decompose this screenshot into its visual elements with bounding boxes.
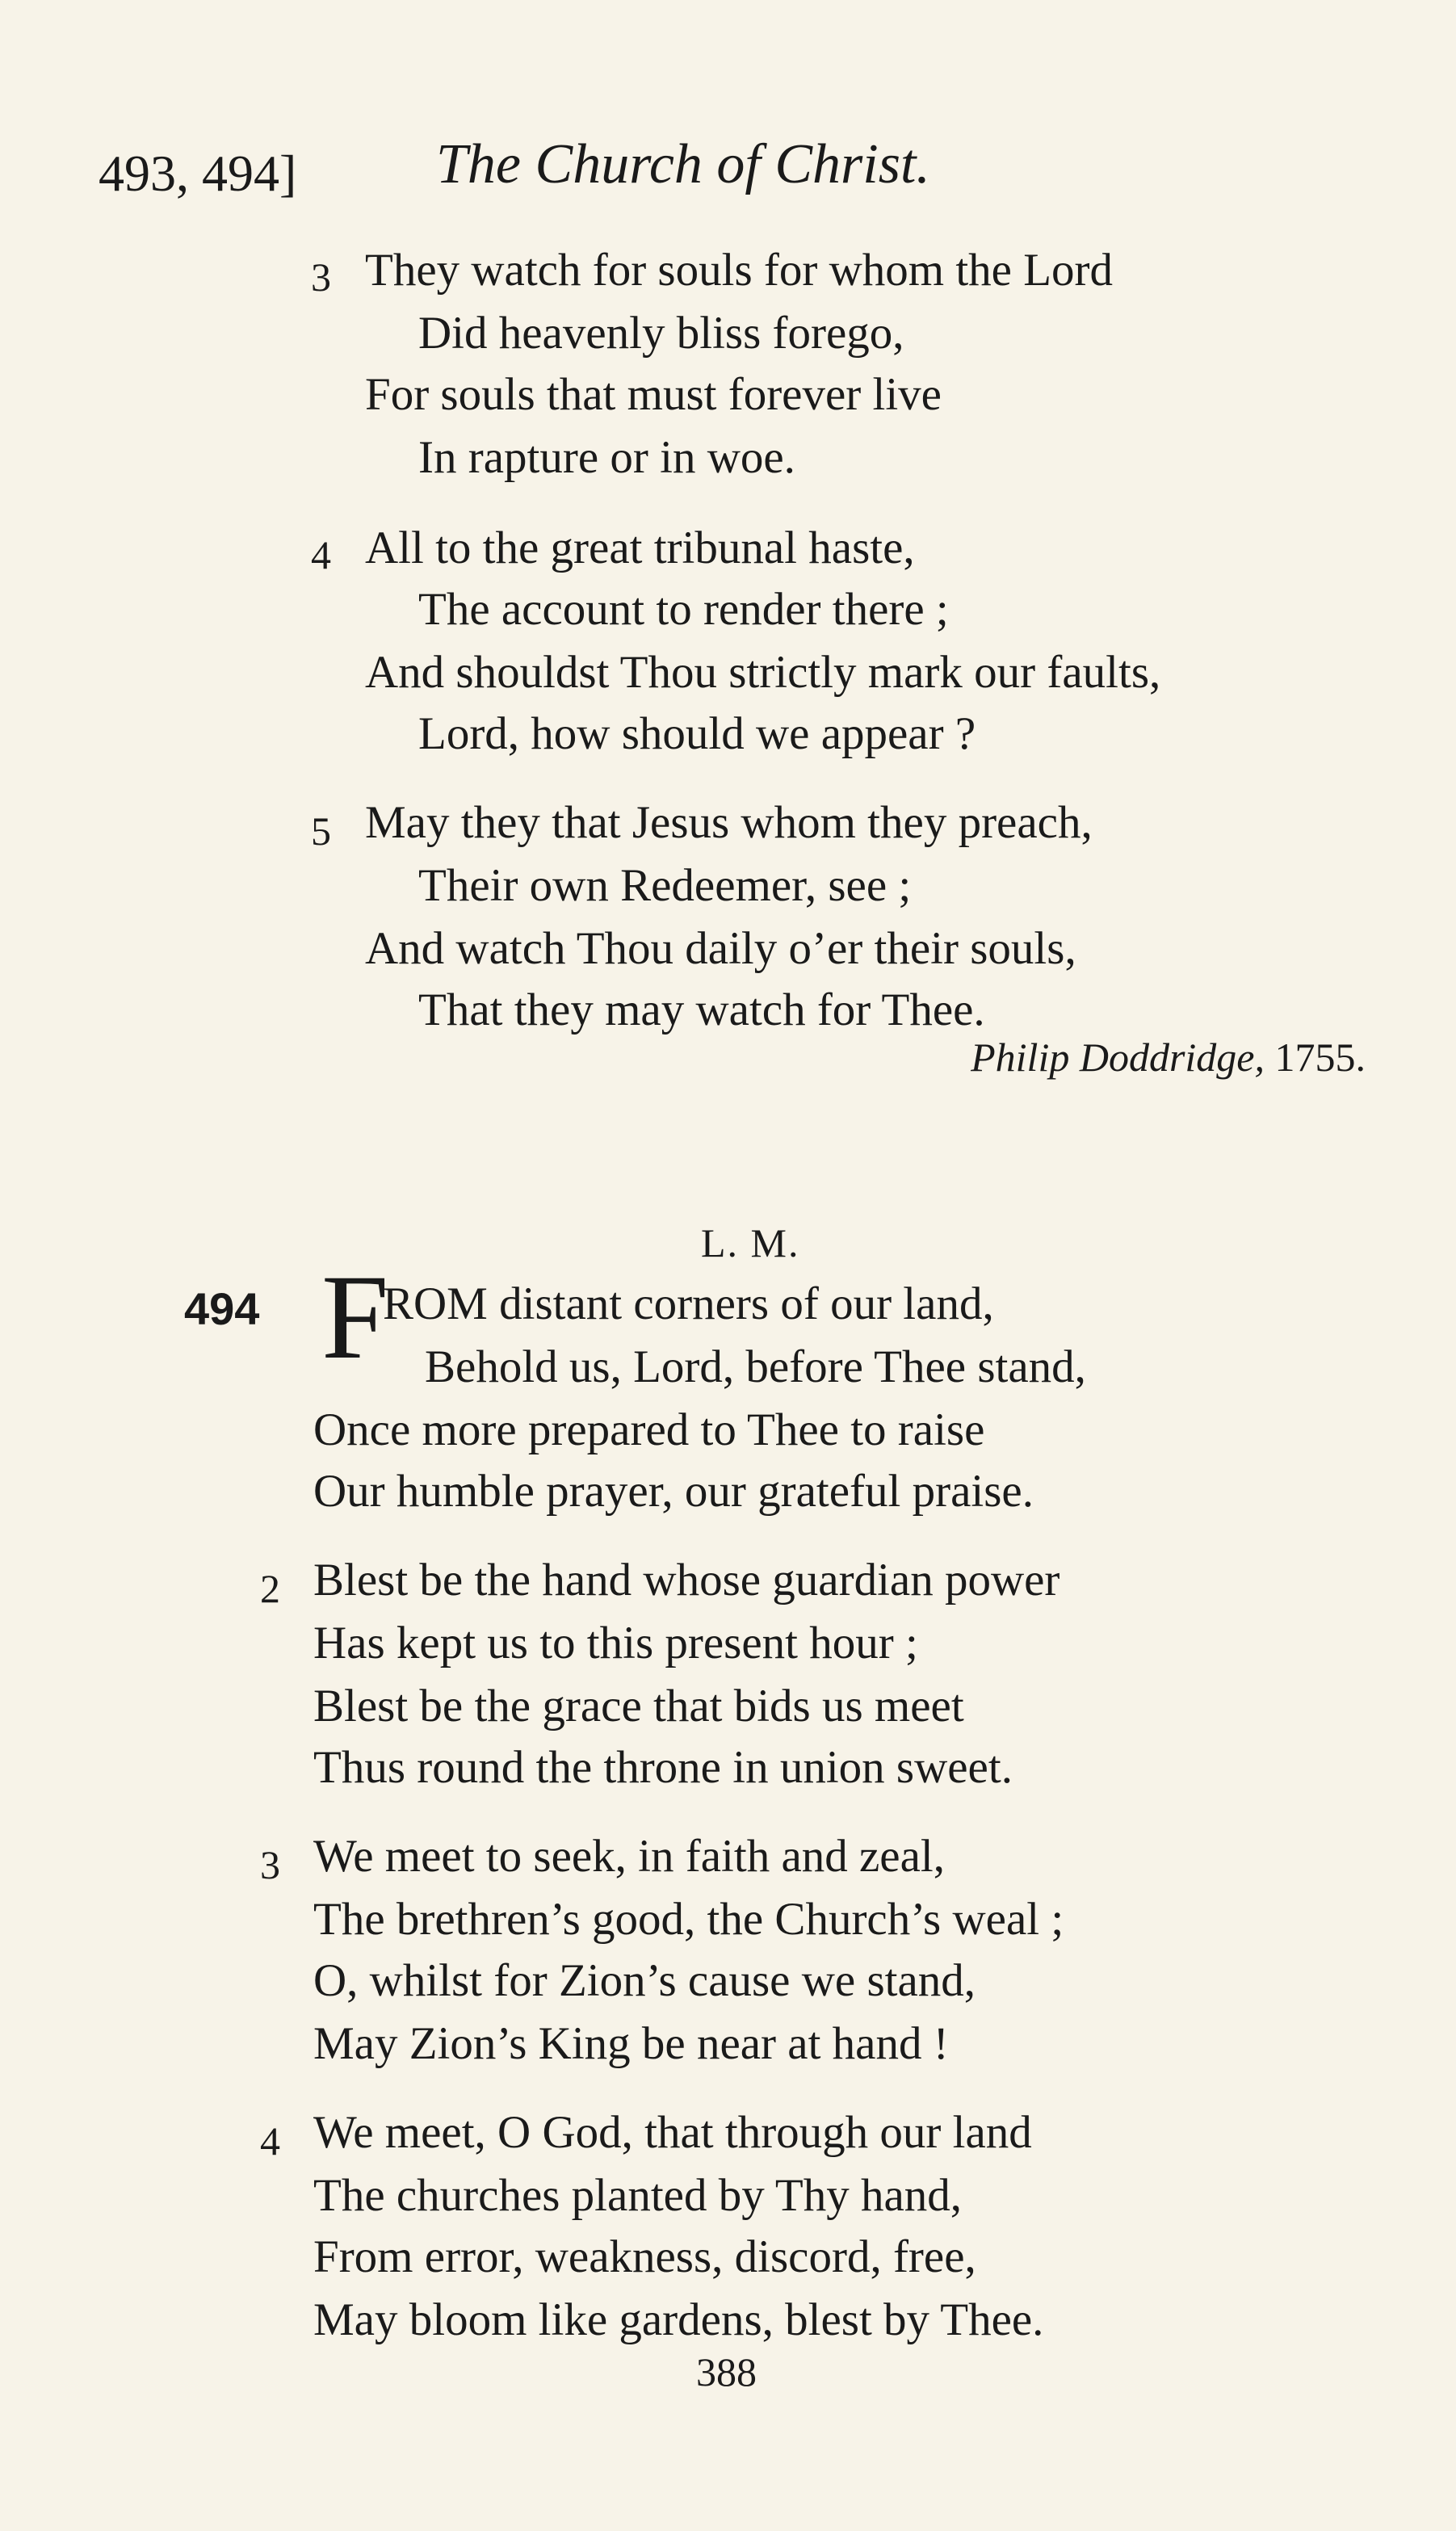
verse-line: Blest be the hand whose guardian power <box>313 1555 1060 1605</box>
stanza-number: 3 <box>311 254 331 300</box>
stanza-number: 4 <box>260 2118 280 2164</box>
meter-label: L. M. <box>701 1220 800 1266</box>
verse-line: The churches planted by Thy hand, <box>313 2170 963 2221</box>
verse-line: Our humble prayer, our grateful praise. <box>313 1466 1034 1517</box>
verse-line: We meet, O God, that through our land <box>313 2107 1032 2158</box>
stanza-number: 4 <box>311 532 331 577</box>
attribution <box>971 1034 1366 1081</box>
verse-line: Did heavenly bliss forego, <box>418 308 904 359</box>
verse-line: Has kept us to this present hour ; <box>313 1618 918 1668</box>
verse-line: All to the great tribunal haste, <box>365 523 915 573</box>
hymn-range: 493, 494] <box>99 145 297 202</box>
verse-line: And shouldst Thou strictly mark our faults, <box>365 647 1161 698</box>
verse-line: In rapture or in woe. <box>418 432 795 483</box>
author-name: Philip Doddridge, <box>971 1035 1265 1080</box>
stanza-number: 3 <box>260 1842 280 1887</box>
stanza-number: 2 <box>260 1566 280 1611</box>
verse-line: Thus round the throne in union sweet. <box>313 1742 1013 1793</box>
drop-cap: F <box>321 1250 389 1384</box>
verse-line: That they may watch for Thee. <box>418 984 985 1035</box>
verse-line: May Zion’s King be near at hand ! <box>313 2018 949 2069</box>
verse-line: For souls that must forever live <box>365 369 942 420</box>
verse-line: We meet to seek, in faith and zeal, <box>313 1831 945 1882</box>
verse-line: They watch for souls for whom the Lord <box>365 245 1114 296</box>
verse-line: Lord, how should we appear ? <box>418 708 976 759</box>
verse-line: May bloom like gardens, blest by Thee. <box>313 2294 1044 2345</box>
stanza-number: 5 <box>311 808 331 854</box>
year: 1755. <box>1274 1035 1366 1080</box>
verse-line: May they that Jesus whom they preach, <box>365 797 1093 848</box>
hymn-number: 494 <box>184 1283 260 1334</box>
verse-line: And watch Thou daily o’er their souls, <box>365 923 1076 974</box>
verse-line: Once more prepared to Thee to raise <box>313 1404 985 1455</box>
verse-line: O, whilst for Zion’s cause we stand, <box>313 1955 976 2006</box>
verse-line: From error, weakness, discord, free, <box>313 2231 976 2282</box>
page-number: 388 <box>696 2349 757 2395</box>
verse-line: The brethren’s good, the Church’s weal ; <box>313 1894 1064 1945</box>
section-title: The Church of Christ. <box>436 133 930 195</box>
verse-line: Their own Redeemer, see ; <box>418 860 912 911</box>
verse-line: ROM distant corners of our land, <box>383 1278 994 1329</box>
verse-line: The account to render there ; <box>418 584 949 635</box>
verse-line: Behold us, Lord, before Thee stand, <box>425 1341 1086 1392</box>
verse-line: Blest be the grace that bids us meet <box>313 1681 964 1731</box>
